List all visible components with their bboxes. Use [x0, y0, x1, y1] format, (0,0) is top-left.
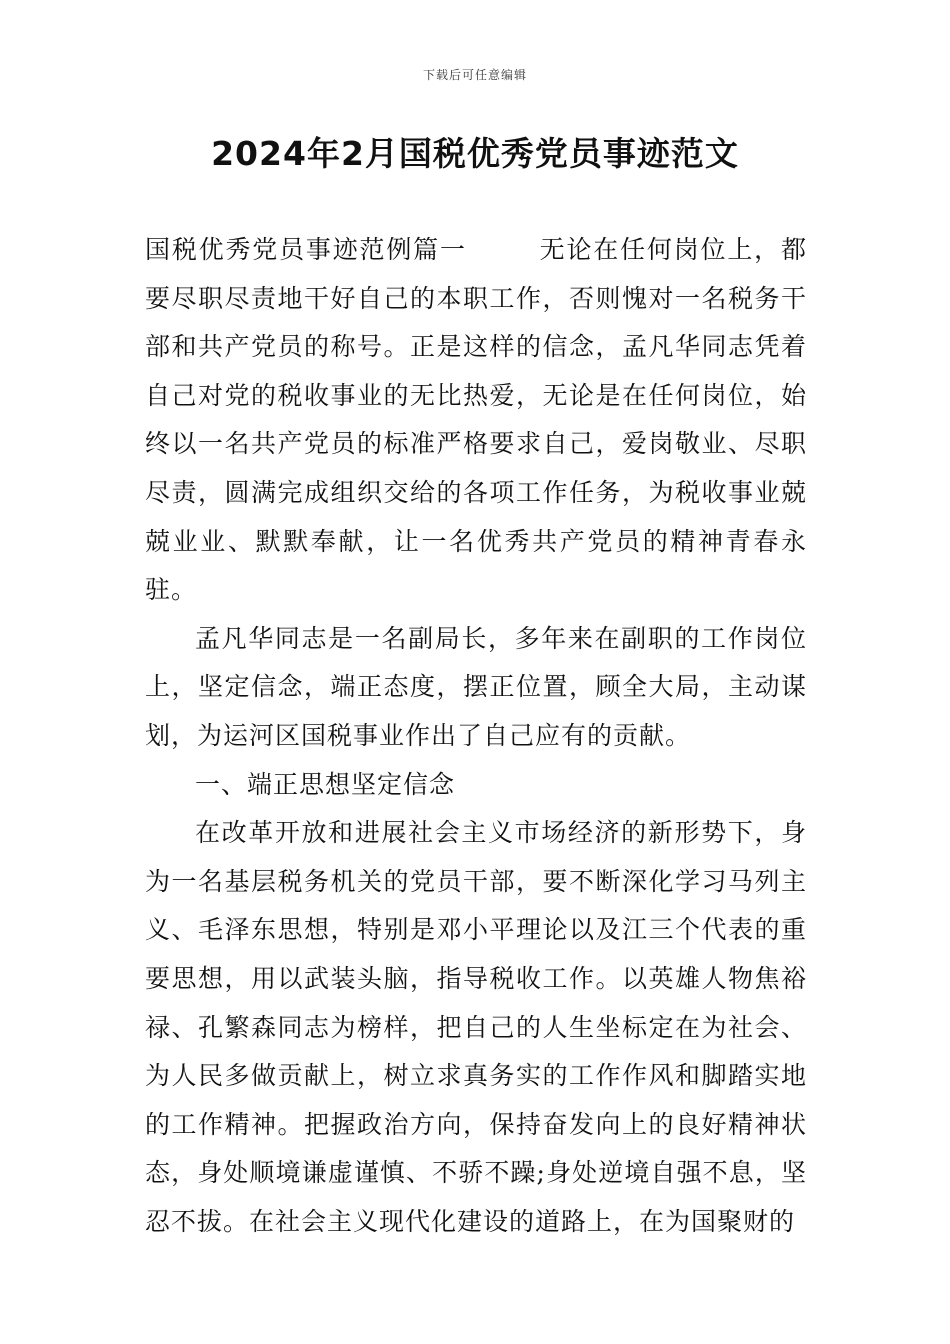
lead-label: 国税优秀党员事迹范例篇一: [145, 235, 467, 264]
paragraph-1: [145, 226, 807, 615]
paragraph-2: 孟凡华同志是一名副局长，多年来在副职的工作岗位上，坚定信念，端正态度，摆正位置，顾全大局，主动谋划，为运河区国税事业作出了自己应有的贡献。: [145, 623, 807, 750]
document-title: 2024年2月国税优秀党员事迹范文: [211, 134, 739, 173]
paragraph-3: 在改革开放和进展社会主义市场经济的新形势下，身为一名基层税务机关的党员干部，要不断深化学习马列主义、毛泽东思想，特别是邓小平理论以及江三个代表的重要思想，用以武装头脑，指导税收工作。以英雄人物焦裕禄、孔繁森同志为榜样，把自己的人生坐标定在为社会、为人民多做贡献上，树立求真务实的工作作风和脚踏实地的工作精神。把握政治方向，保持奋发向上的良好精神状态，身处顺境谦虚谨慎、不骄不躁;身处逆境自强不息，坚忍不拔。在社会主义现代化建设的道路上，在为国聚财的: [145, 818, 807, 1236]
paragraph-1-text: 无论在任何岗位上，都要尽职尽责地干好自己的本职工作，否则愧对一名税务干部和共产党员的称号。正是这样的信念，孟凡华同志凭着自己对党的税收事业的无比热爱，无论是在任何岗位，始终以一名共产党员的标准严格要求自己，爱岗敬业、尽职尽责，圆满完成组织交给的各项工作任务，为税收事业兢兢业业、默默奉献，让一名优秀共产党员的精神青春永驻。: [145, 235, 807, 605]
header-note: 下载后可任意编辑: [422, 68, 527, 82]
document-body: [145, 226, 807, 1246]
section-heading-1: 一、端正思想坚定信念: [195, 769, 456, 799]
